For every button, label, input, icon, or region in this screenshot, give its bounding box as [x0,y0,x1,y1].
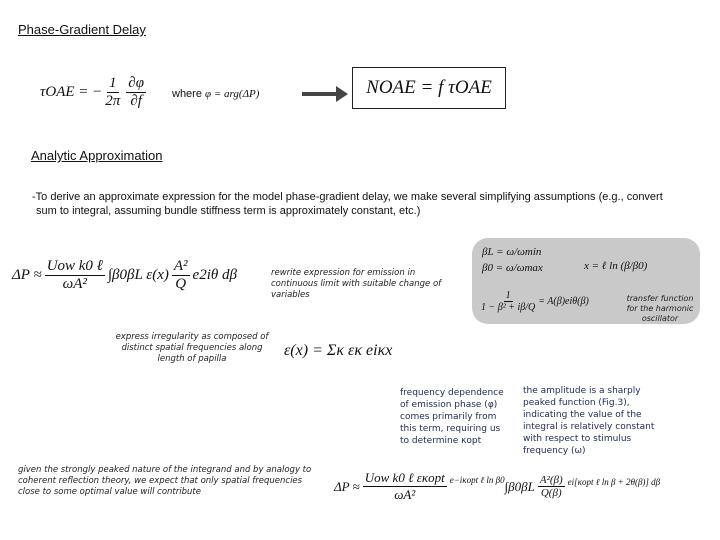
boxed-equation: NOAE = f τOAE [352,67,506,109]
box-num: 1 [505,290,511,301]
section-title-phase-gradient: Phase-Gradient Delay [18,22,146,37]
eq1-num2: A² [173,258,188,274]
eq3-den: ωA² [394,487,416,502]
eq-num: 1 [109,75,117,91]
where-label: where [172,88,202,100]
box-den: 1 − β² + iβ/Q [481,302,536,313]
note-phase: frequency dependence of emission phase (φ) comes primarily from this term, requiring us to determine κopt [400,388,504,446]
eq3-integral: ∫β0βL [504,478,535,494]
eq1-tail: e2iθ dβ [192,266,237,283]
note-amplitude: the amplitude is a sharply peaked function (Fig.3), indicating the value of the integral is relatively constant with respect to stimulus frequency (ω) [523,386,655,456]
note-transfer: transfer function for the harmonic oscillator [626,294,694,323]
arrow-icon [302,92,340,96]
eq-num2: ∂φ [128,75,145,91]
equation-emission [12,258,237,293]
x-def: x = ℓ ln (β/β0) [584,260,648,272]
eq3-exp: e−iκopt ℓ ln β0 [449,474,505,485]
beta-l-def: βL = ω/ωmin [482,246,542,258]
eq3-lhs: ΔP ≈ [334,478,360,494]
where-clause [172,88,259,100]
equation-irregularity: ε(x) = Σκ εκ eiκx [284,342,393,359]
eq-den2: ∂f [130,93,142,109]
note-rewrite: rewrite expression for emission in continuous limit with suitable change of variables [271,268,442,300]
note-irregularity: express irregularity as composed of distinct spatial frequencies along length of papilla [115,332,269,364]
eq-lhs: τOAE = − [40,83,103,100]
eq1-integral: ∫β0βL ε(x) [107,266,169,283]
eq1-den2: Q [175,276,187,292]
arrow-head-icon [336,86,348,102]
intro-text: -To derive an approximate expression for the model phase-gradient delay, we make several simplifying assumptions (e.g., convert sum to integral, assuming bundle stiffness term is approximately constant, etc.) [32,191,663,217]
beta-0-def: β0 = ω/ωmax [482,262,543,274]
eq3-num2: A²(β) [539,474,563,486]
eq1-lhs: ΔP ≈ [12,266,42,283]
eq-den: 2π [105,93,121,109]
equation-tau-oae [40,75,149,110]
conclusion-text: given the strongly peaked nature of the integrand and by analogy to coherent reflection theory, we expect that only spatial frequencies close to some optimal value will contribute [18,465,312,497]
eq3-tail: ei[κopt ℓ ln β + 2θ(β)] dβ [567,476,661,487]
eq3-num: Uow k0 ℓ εκopt [364,470,445,485]
equation-final [334,470,660,503]
box-rhs: = A(β)eiθ(β) [538,296,589,307]
phi-def: φ = arg(ΔP) [205,88,260,100]
definitions-box [472,238,700,324]
eq1-den: ωA² [62,276,87,292]
eq1-num: Uow k0 ℓ [46,258,103,274]
section-title-analytic: Analytic Approximation [31,148,163,163]
eq3-den2: Q(β) [540,487,562,499]
